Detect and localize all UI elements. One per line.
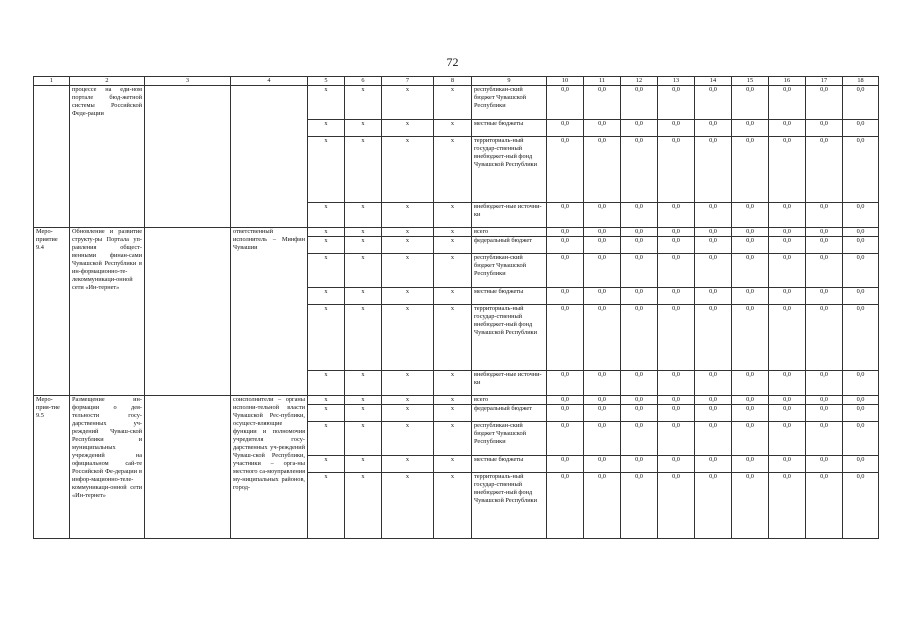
x-mark-cell: x bbox=[308, 228, 345, 237]
header-cell-8: 8 bbox=[434, 77, 472, 86]
x-mark-cell: x bbox=[345, 422, 382, 456]
measure-9-5-empty-cell bbox=[145, 396, 231, 539]
x-mark-cell: x bbox=[345, 237, 382, 254]
amount-cell: 0,0 bbox=[584, 137, 621, 203]
amount-cell: 0,0 bbox=[547, 203, 584, 228]
x-mark-cell: x bbox=[345, 228, 382, 237]
header-cell-12: 12 bbox=[621, 77, 658, 86]
amount-cell: 0,0 bbox=[843, 86, 879, 120]
amount-cell: 0,0 bbox=[843, 405, 879, 422]
measure-9-5-description-cell: Размещение ин-формации о дея-тельности госу-дарственных уч-реждений Чуваш-ской Республики и муниципальных учреждений на официальном сай-те Российской Фе-дерации в инфор-мационно-теле-коммуникаци-онной сети «Ин-тернет» bbox=[70, 396, 145, 539]
amount-cell: 0,0 bbox=[547, 456, 584, 473]
amount-cell: 0,0 bbox=[806, 203, 843, 228]
amount-cell: 0,0 bbox=[695, 422, 732, 456]
x-mark-cell: x bbox=[308, 237, 345, 254]
amount-cell: 0,0 bbox=[732, 237, 769, 254]
amount-cell: 0,0 bbox=[732, 305, 769, 371]
amount-cell: 0,0 bbox=[621, 473, 658, 539]
amount-cell: 0,0 bbox=[658, 237, 695, 254]
header-cell-11: 11 bbox=[584, 77, 621, 86]
amount-cell: 0,0 bbox=[584, 203, 621, 228]
amount-cell: 0,0 bbox=[732, 228, 769, 237]
amount-cell: 0,0 bbox=[658, 405, 695, 422]
x-mark-cell: x bbox=[434, 405, 472, 422]
continued-description-cell: процессе на еди-ном портале бюд-жетной системы Российской Феде-рации bbox=[70, 86, 145, 228]
amount-cell: 0,0 bbox=[658, 137, 695, 203]
amount-cell: 0,0 bbox=[769, 396, 806, 405]
amount-cell: 0,0 bbox=[769, 371, 806, 396]
x-mark-cell: x bbox=[382, 203, 434, 228]
amount-cell: 0,0 bbox=[621, 120, 658, 137]
x-mark-cell: x bbox=[434, 120, 472, 137]
amount-cell: 0,0 bbox=[769, 288, 806, 305]
x-mark-cell: x bbox=[382, 237, 434, 254]
funding-source-cell: федеральный бюджет bbox=[472, 405, 547, 422]
amount-cell: 0,0 bbox=[806, 137, 843, 203]
amount-cell: 0,0 bbox=[547, 254, 584, 288]
funding-source-cell: территориаль-ный государ-ственный внебюджет-ный фонд Чувашской Республики bbox=[472, 305, 547, 371]
amount-cell: 0,0 bbox=[584, 254, 621, 288]
amount-cell: 0,0 bbox=[695, 305, 732, 371]
amount-cell: 0,0 bbox=[843, 422, 879, 456]
amount-cell: 0,0 bbox=[658, 305, 695, 371]
header-cell-9: 9 bbox=[472, 77, 547, 86]
funding-source-cell: республикан-ский бюджет Чувашской Республики bbox=[472, 254, 547, 288]
amount-cell: 0,0 bbox=[584, 120, 621, 137]
amount-cell: 0,0 bbox=[732, 456, 769, 473]
amount-cell: 0,0 bbox=[547, 137, 584, 203]
amount-cell: 0,0 bbox=[695, 473, 732, 539]
amount-cell: 0,0 bbox=[732, 473, 769, 539]
measure-9-5-measure-cell: Меро-прия-тие 9.5 bbox=[34, 396, 70, 539]
amount-cell: 0,0 bbox=[732, 86, 769, 120]
x-mark-cell: x bbox=[434, 371, 472, 396]
header-cell-4: 4 bbox=[231, 77, 308, 86]
amount-cell: 0,0 bbox=[621, 396, 658, 405]
header-cell-13: 13 bbox=[658, 77, 695, 86]
amount-cell: 0,0 bbox=[769, 405, 806, 422]
x-mark-cell: x bbox=[434, 237, 472, 254]
x-mark-cell: x bbox=[345, 86, 382, 120]
amount-cell: 0,0 bbox=[806, 228, 843, 237]
x-mark-cell: x bbox=[308, 288, 345, 305]
amount-cell: 0,0 bbox=[732, 288, 769, 305]
amount-cell: 0,0 bbox=[621, 137, 658, 203]
amount-cell: 0,0 bbox=[843, 288, 879, 305]
amount-cell: 0,0 bbox=[806, 305, 843, 371]
amount-cell: 0,0 bbox=[695, 371, 732, 396]
amount-cell: 0,0 bbox=[843, 120, 879, 137]
amount-cell: 0,0 bbox=[547, 422, 584, 456]
amount-cell: 0,0 bbox=[806, 396, 843, 405]
x-mark-cell: x bbox=[308, 405, 345, 422]
amount-cell: 0,0 bbox=[806, 405, 843, 422]
amount-cell: 0,0 bbox=[732, 203, 769, 228]
table-row bbox=[34, 86, 879, 120]
measure-9-4-measure-cell: Меро-приятие 9.4 bbox=[34, 228, 70, 396]
x-mark-cell: x bbox=[382, 305, 434, 371]
header-row bbox=[34, 77, 879, 86]
x-mark-cell: x bbox=[434, 422, 472, 456]
amount-cell: 0,0 bbox=[658, 86, 695, 120]
amount-cell: 0,0 bbox=[769, 86, 806, 120]
amount-cell: 0,0 bbox=[806, 288, 843, 305]
amount-cell: 0,0 bbox=[806, 254, 843, 288]
amount-cell: 0,0 bbox=[695, 254, 732, 288]
measure-9-4-empty-cell bbox=[145, 228, 231, 396]
amount-cell: 0,0 bbox=[547, 120, 584, 137]
amount-cell: 0,0 bbox=[695, 237, 732, 254]
amount-cell: 0,0 bbox=[584, 405, 621, 422]
amount-cell: 0,0 bbox=[584, 305, 621, 371]
funding-source-cell: территориаль-ный государ-ственный внебюджет-ный фонд Чувашской Республики bbox=[472, 473, 547, 539]
amount-cell: 0,0 bbox=[695, 137, 732, 203]
x-mark-cell: x bbox=[382, 405, 434, 422]
amount-cell: 0,0 bbox=[843, 228, 879, 237]
amount-cell: 0,0 bbox=[843, 371, 879, 396]
amount-cell: 0,0 bbox=[584, 371, 621, 396]
table-row bbox=[34, 228, 879, 237]
x-mark-cell: x bbox=[382, 371, 434, 396]
amount-cell: 0,0 bbox=[806, 422, 843, 456]
amount-cell: 0,0 bbox=[695, 86, 732, 120]
amount-cell: 0,0 bbox=[695, 396, 732, 405]
header-cell-2: 2 bbox=[70, 77, 145, 86]
x-mark-cell: x bbox=[434, 305, 472, 371]
funding-source-cell: местные бюджеты bbox=[472, 120, 547, 137]
funding-source-cell: федеральный бюджет bbox=[472, 237, 547, 254]
amount-cell: 0,0 bbox=[695, 288, 732, 305]
funding-source-cell: республикан-ский бюджет Чувашской Республики bbox=[472, 86, 547, 120]
funding-source-cell: внебюджет-ные источни-ки bbox=[472, 371, 547, 396]
x-mark-cell: x bbox=[382, 473, 434, 539]
amount-cell: 0,0 bbox=[658, 203, 695, 228]
page-number: 72 bbox=[446, 55, 459, 69]
funding-source-cell: территориаль-ный государ-ственный внебюджет-ный фонд Чувашской Республики bbox=[472, 137, 547, 203]
amount-cell: 0,0 bbox=[547, 288, 584, 305]
funding-source-cell: внебюджет-ные источни-ки bbox=[472, 203, 547, 228]
amount-cell: 0,0 bbox=[547, 228, 584, 237]
amount-cell: 0,0 bbox=[621, 405, 658, 422]
x-mark-cell: x bbox=[434, 396, 472, 405]
amount-cell: 0,0 bbox=[732, 254, 769, 288]
amount-cell: 0,0 bbox=[769, 237, 806, 254]
amount-cell: 0,0 bbox=[621, 371, 658, 396]
x-mark-cell: x bbox=[434, 456, 472, 473]
x-mark-cell: x bbox=[345, 203, 382, 228]
amount-cell: 0,0 bbox=[843, 305, 879, 371]
amount-cell: 0,0 bbox=[658, 422, 695, 456]
x-mark-cell: x bbox=[345, 396, 382, 405]
x-mark-cell: x bbox=[382, 396, 434, 405]
amount-cell: 0,0 bbox=[547, 473, 584, 539]
header-cell-15: 15 bbox=[732, 77, 769, 86]
amount-cell: 0,0 bbox=[584, 228, 621, 237]
amount-cell: 0,0 bbox=[621, 254, 658, 288]
amount-cell: 0,0 bbox=[843, 456, 879, 473]
x-mark-cell: x bbox=[308, 456, 345, 473]
amount-cell: 0,0 bbox=[621, 228, 658, 237]
x-mark-cell: x bbox=[345, 473, 382, 539]
x-mark-cell: x bbox=[308, 86, 345, 120]
amount-cell: 0,0 bbox=[547, 396, 584, 405]
header-cell-18: 18 bbox=[843, 77, 879, 86]
header-cell-14: 14 bbox=[695, 77, 732, 86]
amount-cell: 0,0 bbox=[584, 396, 621, 405]
amount-cell: 0,0 bbox=[843, 203, 879, 228]
header-cell-10: 10 bbox=[547, 77, 584, 86]
amount-cell: 0,0 bbox=[843, 396, 879, 405]
amount-cell: 0,0 bbox=[843, 237, 879, 254]
amount-cell: 0,0 bbox=[769, 120, 806, 137]
amount-cell: 0,0 bbox=[769, 228, 806, 237]
amount-cell: 0,0 bbox=[547, 405, 584, 422]
amount-cell: 0,0 bbox=[621, 288, 658, 305]
x-mark-cell: x bbox=[345, 305, 382, 371]
amount-cell: 0,0 bbox=[769, 137, 806, 203]
header-cell-6: 6 bbox=[345, 77, 382, 86]
x-mark-cell: x bbox=[382, 288, 434, 305]
header-cell-7: 7 bbox=[382, 77, 434, 86]
x-mark-cell: x bbox=[382, 456, 434, 473]
x-mark-cell: x bbox=[382, 422, 434, 456]
amount-cell: 0,0 bbox=[806, 86, 843, 120]
amount-cell: 0,0 bbox=[658, 473, 695, 539]
x-mark-cell: x bbox=[434, 137, 472, 203]
x-mark-cell: x bbox=[382, 254, 434, 288]
amount-cell: 0,0 bbox=[658, 254, 695, 288]
x-mark-cell: x bbox=[308, 120, 345, 137]
amount-cell: 0,0 bbox=[658, 371, 695, 396]
continued-executor-cell bbox=[231, 86, 308, 228]
funding-source-cell: местные бюджеты bbox=[472, 288, 547, 305]
amount-cell: 0,0 bbox=[621, 203, 658, 228]
amount-cell: 0,0 bbox=[732, 422, 769, 456]
header-cell-17: 17 bbox=[806, 77, 843, 86]
x-mark-cell: x bbox=[345, 120, 382, 137]
header-cell-1: 1 bbox=[34, 77, 70, 86]
funding-source-cell: местные бюджеты bbox=[472, 456, 547, 473]
amount-cell: 0,0 bbox=[732, 120, 769, 137]
continued-empty-cell bbox=[145, 86, 231, 228]
header-cell-5: 5 bbox=[308, 77, 345, 86]
amount-cell: 0,0 bbox=[769, 456, 806, 473]
amount-cell: 0,0 bbox=[584, 86, 621, 120]
x-mark-cell: x bbox=[308, 137, 345, 203]
amount-cell: 0,0 bbox=[621, 422, 658, 456]
amount-cell: 0,0 bbox=[547, 237, 584, 254]
x-mark-cell: x bbox=[308, 473, 345, 539]
amount-cell: 0,0 bbox=[584, 473, 621, 539]
x-mark-cell: x bbox=[345, 371, 382, 396]
amount-cell: 0,0 bbox=[806, 456, 843, 473]
x-mark-cell: x bbox=[308, 422, 345, 456]
x-mark-cell: x bbox=[308, 396, 345, 405]
x-mark-cell: x bbox=[345, 288, 382, 305]
amount-cell: 0,0 bbox=[658, 228, 695, 237]
amount-cell: 0,0 bbox=[769, 422, 806, 456]
table-row bbox=[34, 396, 879, 405]
amount-cell: 0,0 bbox=[843, 137, 879, 203]
amount-cell: 0,0 bbox=[806, 120, 843, 137]
amount-cell: 0,0 bbox=[621, 237, 658, 254]
amount-cell: 0,0 bbox=[843, 473, 879, 539]
measure-9-4-description-cell: Обновление и развитие структу-ры Портала уп-равления общест-венными финан-сами Чувашской Республики в ин-формационно-те-лекоммуникаци-онной сети «Ин-тернет» bbox=[70, 228, 145, 396]
x-mark-cell: x bbox=[308, 203, 345, 228]
x-mark-cell: x bbox=[382, 228, 434, 237]
x-mark-cell: x bbox=[434, 254, 472, 288]
x-mark-cell: x bbox=[434, 86, 472, 120]
x-mark-cell: x bbox=[382, 137, 434, 203]
x-mark-cell: x bbox=[382, 86, 434, 120]
x-mark-cell: x bbox=[345, 254, 382, 288]
x-mark-cell: x bbox=[345, 137, 382, 203]
amount-cell: 0,0 bbox=[621, 86, 658, 120]
amount-cell: 0,0 bbox=[547, 86, 584, 120]
funding-source-cell: республикан-ский бюджет Чувашской Республики bbox=[472, 422, 547, 456]
amount-cell: 0,0 bbox=[769, 473, 806, 539]
amount-cell: 0,0 bbox=[769, 254, 806, 288]
amount-cell: 0,0 bbox=[695, 405, 732, 422]
amount-cell: 0,0 bbox=[769, 203, 806, 228]
x-mark-cell: x bbox=[345, 456, 382, 473]
x-mark-cell: x bbox=[434, 203, 472, 228]
amount-cell: 0,0 bbox=[769, 305, 806, 371]
amount-cell: 0,0 bbox=[547, 371, 584, 396]
funding-source-cell: всего bbox=[472, 396, 547, 405]
amount-cell: 0,0 bbox=[732, 396, 769, 405]
amount-cell: 0,0 bbox=[584, 237, 621, 254]
amount-cell: 0,0 bbox=[732, 137, 769, 203]
amount-cell: 0,0 bbox=[843, 254, 879, 288]
amount-cell: 0,0 bbox=[584, 456, 621, 473]
amount-cell: 0,0 bbox=[658, 456, 695, 473]
amount-cell: 0,0 bbox=[621, 456, 658, 473]
amount-cell: 0,0 bbox=[658, 120, 695, 137]
funding-source-cell: всего bbox=[472, 228, 547, 237]
x-mark-cell: x bbox=[382, 120, 434, 137]
budget-table bbox=[33, 76, 879, 539]
amount-cell: 0,0 bbox=[806, 473, 843, 539]
amount-cell: 0,0 bbox=[732, 371, 769, 396]
measure-9-4-executor-cell: ответственный исполнитель – Минфин Чувашии bbox=[231, 228, 308, 396]
amount-cell: 0,0 bbox=[695, 456, 732, 473]
amount-cell: 0,0 bbox=[621, 305, 658, 371]
x-mark-cell: x bbox=[434, 288, 472, 305]
amount-cell: 0,0 bbox=[547, 305, 584, 371]
x-mark-cell: x bbox=[345, 405, 382, 422]
amount-cell: 0,0 bbox=[658, 288, 695, 305]
amount-cell: 0,0 bbox=[695, 203, 732, 228]
amount-cell: 0,0 bbox=[695, 120, 732, 137]
x-mark-cell: x bbox=[308, 371, 345, 396]
amount-cell: 0,0 bbox=[806, 371, 843, 396]
x-mark-cell: x bbox=[308, 254, 345, 288]
amount-cell: 0,0 bbox=[584, 422, 621, 456]
header-cell-16: 16 bbox=[769, 77, 806, 86]
amount-cell: 0,0 bbox=[584, 288, 621, 305]
header-cell-3: 3 bbox=[145, 77, 231, 86]
measure-9-5-executor-cell: соисполнители – органы исполни-тельной власти Чувашской Рес-публики, осущест-вляющие функции и полномочия учредителя госу-дарственных уч-реждений Чуваш-ской Республики, участники – орга-ны местного са-моуправления му-ниципальных районов, город- bbox=[231, 396, 308, 539]
amount-cell: 0,0 bbox=[806, 237, 843, 254]
amount-cell: 0,0 bbox=[732, 405, 769, 422]
x-mark-cell: x bbox=[434, 473, 472, 539]
x-mark-cell: x bbox=[308, 305, 345, 371]
amount-cell: 0,0 bbox=[658, 396, 695, 405]
x-mark-cell: x bbox=[434, 228, 472, 237]
amount-cell: 0,0 bbox=[695, 228, 732, 237]
continued-measure-cell bbox=[34, 86, 70, 228]
